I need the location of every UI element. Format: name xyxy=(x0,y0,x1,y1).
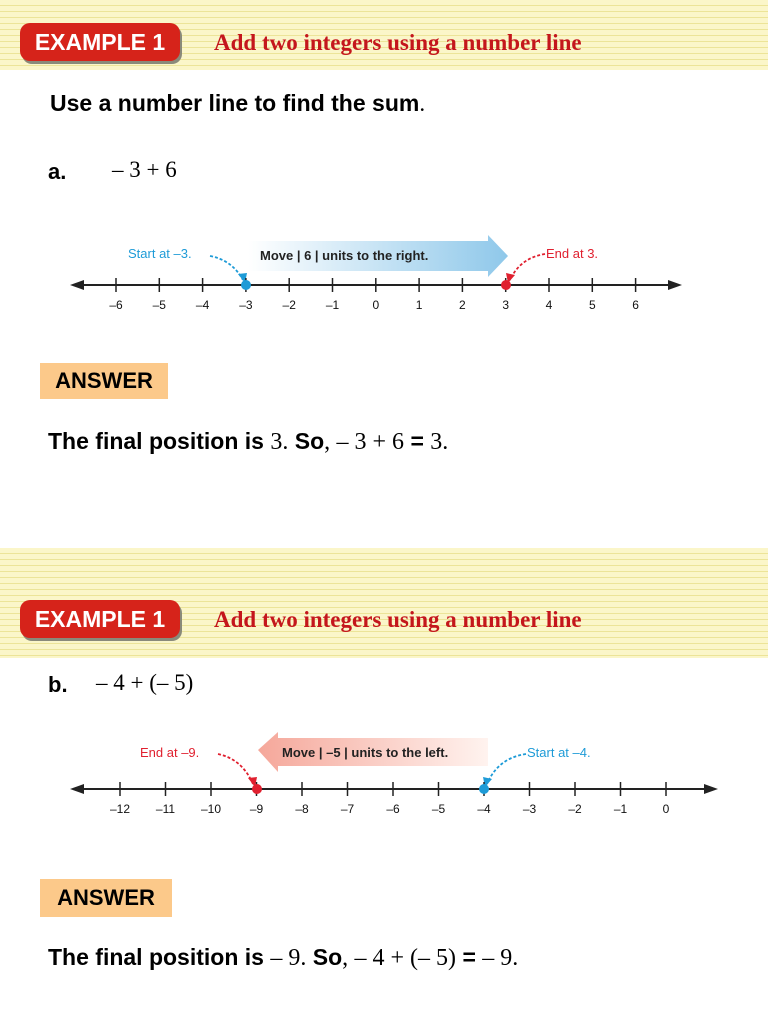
axis-right-arrowhead xyxy=(704,784,718,794)
start-label: Start at –3. xyxy=(128,246,192,261)
final-value: – 9 xyxy=(270,945,301,971)
tick-label: 3 xyxy=(502,298,510,312)
tick-label: 2 xyxy=(459,298,466,312)
tick-label: –1 xyxy=(325,298,340,312)
end-pointer xyxy=(218,754,253,784)
instruction-text xyxy=(50,90,425,117)
axis-right-arrowhead xyxy=(668,280,682,290)
final-lhs: – 4 + (– 5) xyxy=(354,945,457,971)
example-badge: EXAMPLE 1 xyxy=(20,600,180,638)
tick-label: –1 xyxy=(613,802,628,816)
tick-label: 1 xyxy=(415,298,423,312)
tick-label: 0 xyxy=(372,298,380,312)
final-comma: , xyxy=(324,429,331,455)
tick-label: –4 xyxy=(195,298,210,312)
final-answer-line xyxy=(48,428,448,456)
axis-left-arrowhead xyxy=(70,784,84,794)
tick-label: –11 xyxy=(155,802,176,816)
start-point xyxy=(479,784,489,794)
tick-label: –6 xyxy=(109,298,123,312)
tick-label: –3 xyxy=(239,298,253,312)
end-label: End at 3. xyxy=(546,246,599,261)
example-1b-slide xyxy=(0,512,768,1024)
final-so: So xyxy=(294,428,325,454)
answer-label: ANSWER xyxy=(40,879,172,917)
example-title: Add two integers using a number line xyxy=(214,30,582,55)
move-label: Move | –5 | units to the left. xyxy=(282,745,449,760)
start-point xyxy=(241,280,251,290)
tick-label: –4 xyxy=(477,802,491,816)
final-rhs: – 9. xyxy=(482,945,519,971)
tick-label: 0 xyxy=(662,802,670,816)
part-label: a. xyxy=(48,159,67,184)
move-label: Move | 6 | units to the right. xyxy=(260,248,429,263)
part-label: b. xyxy=(48,672,68,697)
tick-label: –6 xyxy=(386,802,400,816)
final-lhs: – 3 + 6 xyxy=(336,429,405,455)
tick-label: –5 xyxy=(152,298,166,312)
example-badge: EXAMPLE 1 xyxy=(20,23,180,61)
end-point xyxy=(501,280,511,290)
expression: – 3 + 6 xyxy=(112,157,177,182)
tick-label: –12 xyxy=(109,802,131,816)
final-prefix: The final position is xyxy=(48,428,264,454)
end-point xyxy=(252,784,262,794)
tick-label: –9 xyxy=(249,802,264,816)
tick-label: –3 xyxy=(522,802,537,816)
start-label: Start at –4. xyxy=(527,745,591,760)
tick-label: –2 xyxy=(568,802,582,816)
tick-label: 5 xyxy=(588,298,596,312)
tick-label: –2 xyxy=(282,298,296,312)
tick-label: –8 xyxy=(295,802,309,816)
expression: – 4 + (– 5) xyxy=(96,670,194,695)
tick-label: 6 xyxy=(632,298,639,312)
number-line-diagram xyxy=(0,230,768,320)
final-prefix: The final position is xyxy=(48,944,264,970)
final-equals: = xyxy=(462,944,476,970)
tick-group xyxy=(109,278,639,312)
example-title: Add two integers using a number line xyxy=(214,607,582,632)
start-pointer xyxy=(210,256,243,280)
final-comma: , xyxy=(342,945,349,971)
end-pointer xyxy=(510,254,545,280)
tick-label: –10 xyxy=(200,802,222,816)
final-equals: = xyxy=(410,428,424,454)
final-answer-line xyxy=(48,944,518,972)
instruction-period: . xyxy=(419,91,426,116)
tick-group xyxy=(110,782,670,816)
answer-label: ANSWER xyxy=(40,363,168,399)
final-dot: . xyxy=(282,429,289,455)
axis-left-arrowhead xyxy=(70,280,84,290)
final-rhs: 3. xyxy=(430,429,449,455)
start-pointer xyxy=(487,754,526,784)
tick-label: 4 xyxy=(545,298,553,312)
instruction-body: Use a number line to find the sum xyxy=(50,90,420,116)
final-so: So xyxy=(312,944,343,970)
tick-label: –5 xyxy=(431,802,446,816)
final-dot: . xyxy=(300,945,307,971)
end-label: End at –9. xyxy=(140,745,200,760)
final-value: 3 xyxy=(270,429,283,455)
tick-label: –7 xyxy=(340,802,355,816)
number-line-diagram xyxy=(0,732,768,822)
